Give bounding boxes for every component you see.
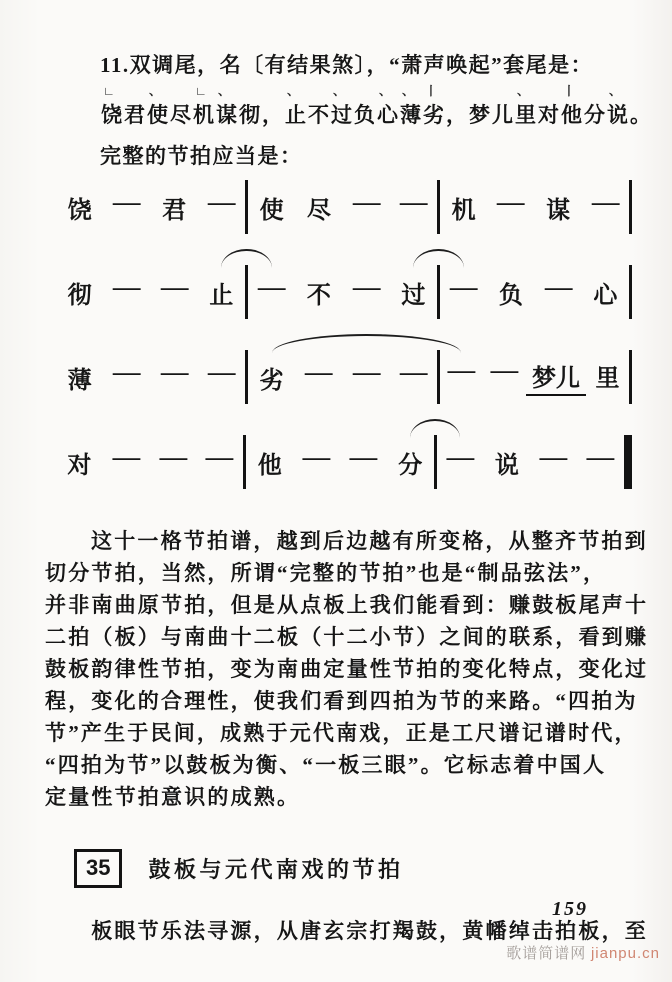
measure bbox=[56, 190, 245, 225]
body-line: 这十一格节拍谱，越到后边越有所变格，从整齐节拍到 bbox=[91, 529, 648, 553]
beat-mark: 丨 bbox=[425, 84, 438, 98]
lyric-syllable: 尽 bbox=[306, 197, 331, 224]
body-line: 定量性节拍意识的成熟。 bbox=[45, 785, 301, 809]
duration-dash: — bbox=[160, 359, 188, 386]
notation-block bbox=[56, 185, 632, 484]
measure bbox=[56, 445, 243, 480]
notation-line bbox=[56, 185, 632, 229]
lyric-char: 说 、 bbox=[607, 84, 628, 127]
beat-mark: 、 bbox=[402, 84, 415, 98]
duration-dash: — bbox=[539, 444, 568, 471]
lyric-syllable: 劣 bbox=[259, 367, 284, 394]
lyric-syllable: 止 bbox=[209, 282, 234, 309]
lyric-char: 止 、 bbox=[285, 84, 306, 127]
duration-dash: — bbox=[544, 274, 572, 301]
watermark-site-url: jianpu.cn bbox=[590, 945, 660, 962]
lyric-line bbox=[100, 84, 651, 131]
notation-line bbox=[56, 440, 632, 484]
example-header bbox=[0, 0, 672, 171]
lyric-syllable: 君 bbox=[162, 197, 187, 224]
lyric-char: 里 、 bbox=[515, 84, 536, 127]
tie-arc bbox=[410, 419, 460, 438]
lyric-syllable: 他 bbox=[257, 452, 282, 479]
duration-dash: — bbox=[113, 189, 141, 216]
body-line: 并非南曲原节拍，但是从点板上我们能看到：赚鼓板尾声十 bbox=[45, 593, 649, 617]
beat-mark: 、 bbox=[149, 84, 162, 98]
lyric-char: 谋 、 bbox=[216, 84, 237, 127]
duration-dash: — bbox=[447, 358, 476, 384]
duration-dash: — bbox=[449, 274, 478, 301]
example-title-line: 11.双调尾，名〔有结果煞〕，“萧声唤起”套尾是： bbox=[100, 53, 594, 77]
beat-mark: 、 bbox=[333, 84, 346, 98]
beat-mark: 、 bbox=[379, 84, 392, 98]
lyric-syllable: 彻 bbox=[67, 282, 92, 309]
tie-arc bbox=[221, 249, 271, 268]
duration-dash: — bbox=[399, 359, 428, 386]
body-line: 节”产生于民间，成熟于元代南戏，正是工尺谱记谱时代， bbox=[45, 721, 638, 745]
duration-dash: — bbox=[302, 444, 331, 471]
duration-dash: — bbox=[591, 189, 620, 216]
duration-dash: — bbox=[159, 444, 187, 471]
lyric-char: 彻 bbox=[239, 103, 260, 127]
lyric-syllable: 机 bbox=[451, 197, 476, 224]
duration-dash: — bbox=[399, 189, 428, 216]
tie-arc bbox=[413, 249, 463, 268]
beat-mark: 、 bbox=[218, 84, 231, 98]
section-heading bbox=[74, 845, 672, 891]
lyric-char: 儿 bbox=[492, 103, 513, 127]
lyric-syllable: 负 bbox=[498, 282, 523, 309]
measure bbox=[437, 445, 624, 480]
lyric-syllable: 薄 bbox=[67, 367, 92, 394]
watermark-site-name: 歌谱简谱网 bbox=[506, 946, 587, 962]
notation-line bbox=[56, 270, 632, 314]
measure bbox=[56, 275, 245, 310]
duration-dash: — bbox=[207, 189, 236, 216]
lyric-char: 分 bbox=[584, 103, 605, 127]
beat-mark: 、 bbox=[517, 84, 530, 98]
measure bbox=[248, 190, 437, 225]
lyric-syllable: 谋 bbox=[546, 197, 571, 224]
lyric-char: 梦 bbox=[469, 103, 490, 127]
lyric-syllable: 不 bbox=[306, 282, 331, 309]
barline bbox=[629, 265, 632, 319]
duration-dash: — bbox=[207, 359, 236, 386]
body-line: 二拍（板）与南曲十二板（十二小节）之间的联系，看到赚 bbox=[45, 625, 649, 649]
duration-dash: — bbox=[206, 444, 234, 471]
measure bbox=[440, 275, 629, 310]
beat-mark: 、 bbox=[287, 84, 300, 98]
lyric-char: ， bbox=[446, 103, 467, 127]
footer-paragraph: 板眼节乐法寻源，从唐玄宗打羯鼓，黄幡绰击拍板，至 bbox=[91, 919, 648, 943]
lyric-syllable: 使 bbox=[259, 197, 284, 224]
duration-dash: — bbox=[113, 274, 141, 301]
duration-dash: — bbox=[490, 358, 519, 384]
beat-mark: ∟ bbox=[195, 84, 207, 98]
duration-dash: — bbox=[586, 444, 615, 471]
lyric-syllable: 里 bbox=[595, 366, 620, 392]
lyric-char: 使 、 bbox=[147, 84, 168, 127]
lyric-char: 机 ∟ bbox=[193, 84, 214, 127]
lyric-char: 君 bbox=[124, 103, 145, 127]
section-title: 鼓板与元代南戏的节拍 bbox=[148, 856, 404, 882]
measure bbox=[248, 275, 437, 310]
lyric-char: 心 、 bbox=[377, 84, 398, 127]
lyric-char: 他 丨 bbox=[561, 84, 582, 127]
lyric-char: ， bbox=[262, 103, 283, 127]
lyric-syllable: 梦儿 bbox=[526, 358, 586, 396]
beat-mark: 丨 bbox=[563, 84, 576, 98]
duration-dash: — bbox=[349, 444, 378, 471]
page-number: 159 bbox=[552, 898, 588, 920]
body-paragraph bbox=[45, 525, 649, 813]
lyric-syllable: 心 bbox=[593, 282, 618, 309]
section-number-box: 35 bbox=[74, 849, 122, 888]
lyric-char: 对 bbox=[538, 103, 559, 127]
lyric-char: 负 bbox=[354, 103, 375, 127]
beat-mark: ∟ bbox=[103, 84, 115, 98]
duration-dash: — bbox=[352, 274, 380, 301]
measure bbox=[56, 360, 245, 395]
body-line: 鼓板韵律性节拍，变为南曲定量性节拍的变化特点，变化过 bbox=[45, 657, 649, 681]
duration-dash: — bbox=[305, 359, 333, 386]
duration-dash: — bbox=[257, 274, 286, 301]
measure bbox=[440, 358, 629, 396]
lyric-char: 。 bbox=[630, 103, 651, 127]
duration-dash: — bbox=[352, 359, 380, 386]
beat-mark: 、 bbox=[609, 84, 622, 98]
barline bbox=[629, 350, 632, 404]
measure bbox=[440, 190, 629, 225]
tie-arc bbox=[272, 334, 462, 353]
lyric-syllable: 过 bbox=[401, 282, 426, 309]
notation-line bbox=[56, 355, 632, 399]
intro-line: 完整的节拍应当是： bbox=[100, 144, 303, 168]
body-line: 程，变化的合理性，使我们看到四拍为节的来路。“四拍为 bbox=[45, 689, 638, 713]
duration-dash: — bbox=[160, 274, 188, 301]
lyric-syllable: 对 bbox=[67, 452, 92, 479]
measure bbox=[246, 445, 433, 480]
lyric-char: 劣 丨 bbox=[423, 84, 444, 127]
duration-dash: — bbox=[112, 444, 141, 471]
lyric-syllable: 分 bbox=[398, 452, 423, 479]
lyric-char: 薄 、 bbox=[400, 84, 421, 127]
lyric-char: 尽 bbox=[170, 103, 191, 127]
body-line: “四拍为节”以鼓板为衡、“一板三眼”。它标志着中国人 bbox=[45, 753, 607, 777]
lyric-char: 饶 ∟ bbox=[101, 84, 122, 127]
duration-dash: — bbox=[497, 189, 525, 216]
watermark bbox=[506, 942, 660, 963]
lyric-syllable: 饶 bbox=[67, 197, 92, 224]
duration-dash: — bbox=[352, 189, 380, 216]
measure bbox=[248, 360, 437, 395]
lyric-syllable: 说 bbox=[494, 452, 519, 479]
body-line: 切分节拍，当然，所谓“完整的节拍”也是“制品弦法”， bbox=[45, 561, 607, 585]
duration-dash: — bbox=[113, 359, 141, 386]
lyric-char: 过 、 bbox=[331, 84, 352, 127]
lyric-char: 不 bbox=[308, 103, 329, 127]
duration-dash: — bbox=[446, 444, 474, 471]
